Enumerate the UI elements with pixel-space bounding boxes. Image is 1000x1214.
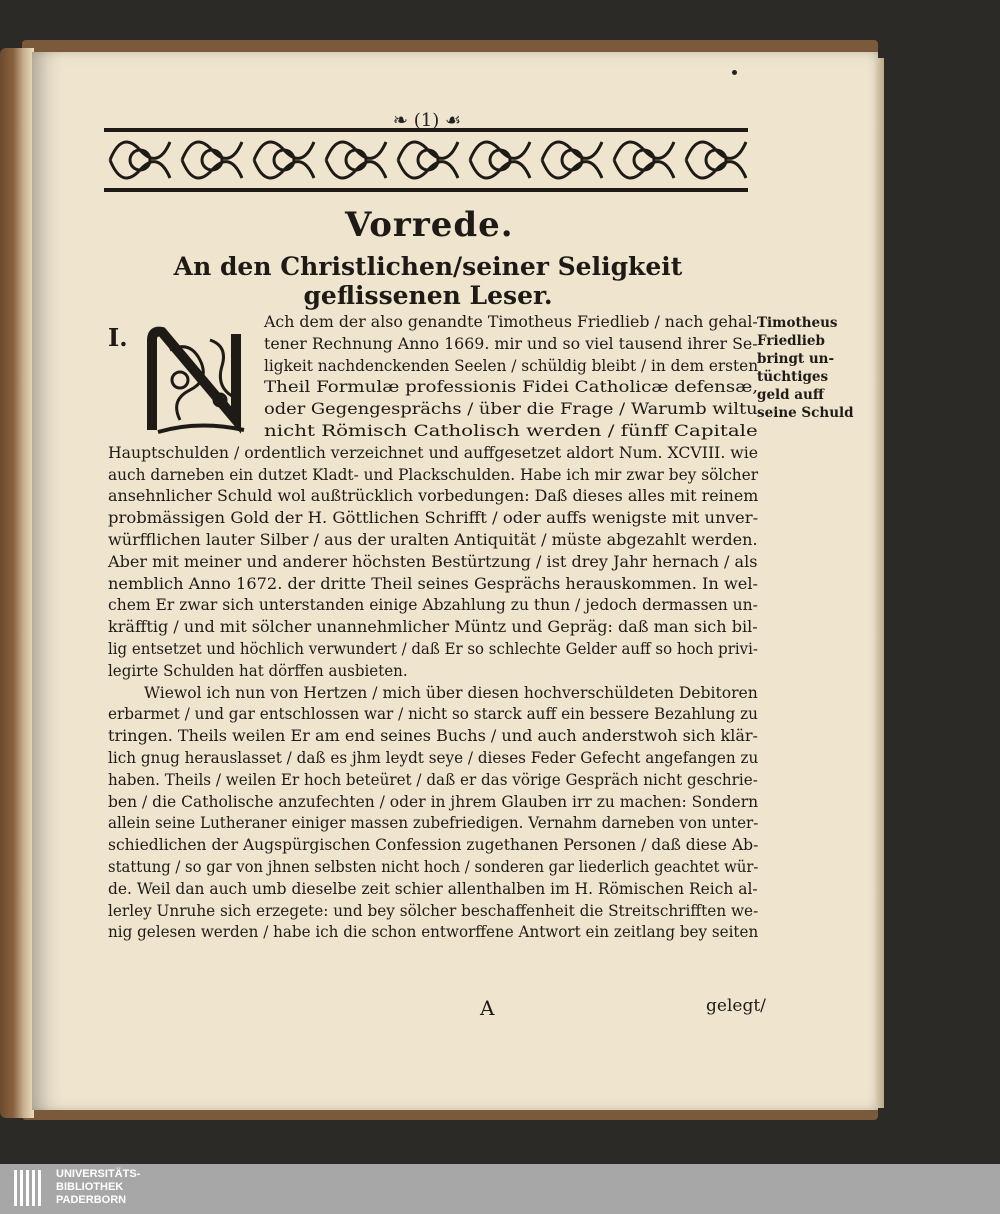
footer-bar	[0, 1164, 1000, 1214]
logo-text-line: BIBLIOTHEK	[56, 1181, 124, 1193]
page-number: ❧ (1) ☙	[392, 110, 462, 131]
ornament-motif	[326, 142, 386, 178]
text-line: kräfftig / und mit sölcher unannehmlicher Müntz und Gepräg: daß man sich bil-	[108, 617, 758, 637]
text-line: erbarmet / und gar entschlossen war / nicht so starck auff ein bessere Bezahlung zu	[108, 704, 758, 724]
ornament-motif	[686, 142, 746, 178]
text-line: Aber mit meiner und anderer höchsten Bestürtzung / ist drey Jahr hernach / als	[108, 551, 758, 571]
ornament-motif	[110, 142, 170, 178]
signature-mark: A	[480, 996, 495, 1020]
ornament-motif	[398, 142, 458, 178]
text-line: oder Gegengesprächs / über die Frage / Warumb wiltu	[264, 399, 758, 419]
text-line: nicht Römisch Catholisch werden / fünff Capitale	[264, 421, 758, 440]
ornament-motif	[542, 142, 602, 178]
text-line: ansehnlicher Schuld wol außtrücklich vorbedungen: Daß dieses alles mit reinem	[108, 486, 759, 506]
page-edge	[876, 58, 884, 1108]
ink-dot	[732, 70, 737, 75]
ornamental-header-band	[102, 126, 750, 194]
text-line: Hauptschulden / ordentlich verzeichnet und auffgesetzet aldort Num. XCVIII. wie	[108, 442, 759, 462]
page-subtitle: An den Christlichen/seiner Seligkeit geflissenen Leser.	[173, 252, 683, 310]
text-line: ligkeit nachdenckenden Seelen / schüldig bleibt / in dem ersten	[264, 355, 759, 375]
ornament-left-icon: ❧	[392, 110, 408, 131]
logo-text-line: PADERBORN	[56, 1194, 127, 1206]
text-line: stattung / so gar von jhnen selbsten nicht hoch / sonderen gar liederlich geachtet wür-	[108, 857, 759, 876]
text-line: Ach dem der also genandte Timotheus Friedlieb / nach gehal-	[264, 312, 758, 331]
ornament-motif	[614, 142, 674, 178]
text-line: ben / die Catholische anzufechten / oder in jhrem Glauben irr zu machen: Sondern	[108, 791, 759, 811]
section-numeral: I.	[108, 323, 128, 352]
marginal-note-line: tüchtiges	[757, 369, 829, 385]
marginal-note	[757, 314, 854, 422]
marginal-note-line: Timotheus	[757, 315, 838, 331]
ornament-motif	[254, 142, 314, 178]
marginal-note-line: geld auff	[757, 387, 824, 403]
text-line: lig entsetzet und höchlich verwundert / daß Er so schlechte Gelder auff so hoch privi-	[108, 639, 758, 658]
text-line: haben. Theils / weilen Er hoch beteüret / daß er das vörige Gespräch nicht geschrie-	[108, 769, 758, 789]
marginal-note-line: bringt un-	[757, 351, 835, 367]
ornament-right-icon: ☙	[444, 110, 462, 131]
marginal-note-line: seine Schuld	[757, 405, 854, 421]
text-line: lerley Unruhe sich erzegete: und bey sölcher beschaffenheit die Streitschrifften we-	[108, 900, 759, 920]
text-line: legirte Schulden hat dörffen ausbieten.	[108, 660, 408, 680]
library-logo-text	[56, 1168, 140, 1207]
book-spine	[0, 48, 34, 1118]
text-line: Theil Formulæ professionis Fidei Catholicæ defensæ,	[264, 377, 759, 397]
library-logo-icon	[12, 1166, 48, 1210]
catchword: gelegt/	[706, 996, 766, 1016]
text-line: probmässigen Gold der H. Göttlichen Schrifft / oder auffs wenigste mit unver-	[108, 508, 759, 528]
ornament-motif	[470, 142, 530, 178]
marginal-note-line: Friedlieb	[757, 333, 825, 349]
text-line: Wiewol ich nun von Hertzen / mich über diesen hochverschüldeten Debitoren	[144, 682, 758, 702]
text-line: tringen. Theils weilen Er am end seines Buchs / und auch anderstwoh sich klär-	[108, 726, 758, 746]
text-line: lich gnug herauslasset / daß es jhm leydt seye / dieses Feder Gefecht angefangen zu	[108, 748, 759, 767]
text-line: de. Weil dan auch umb dieselbe zeit schier allenthalben im H. Römischen Reich al-	[108, 878, 758, 898]
text-line: würfflichen lauter Silber / aus der uralten Antiquität / müste abgezahlt werden.	[108, 530, 758, 549]
decorated-initial	[140, 320, 258, 440]
text-line: chem Er zwar sich unterstanden einige Abzahlung zu thun / jedoch dermassen un-	[108, 595, 758, 615]
text-line: schiedlichen der Augspürgischen Confession zugethanen Personen / daß diese Ab-	[108, 835, 759, 855]
page-title: Vorrede.	[345, 205, 514, 245]
text-line: allein seine Lutheraner einiger massen zubefriedigen. Vernahm darneben von unter-	[108, 813, 759, 833]
ornament-motif	[182, 142, 242, 178]
text-line: nig gelesen werden / habe ich die schon entworffene Antwort ein zeitlang bey seiten	[108, 922, 759, 942]
text-line: auch darneben ein dutzet Kladt- und Plackschulden. Habe ich mir zwar bey sölcher	[108, 464, 759, 484]
logo-text-line: UNIVERSITÄTS-	[56, 1168, 141, 1180]
text-line: nemblich Anno 1672. der dritte Theil seines Gesprächs herauskommen. In wel-	[108, 573, 758, 593]
text-line: tener Rechnung Anno 1669. mir und so viel tausend ihrer Se-	[264, 333, 758, 353]
